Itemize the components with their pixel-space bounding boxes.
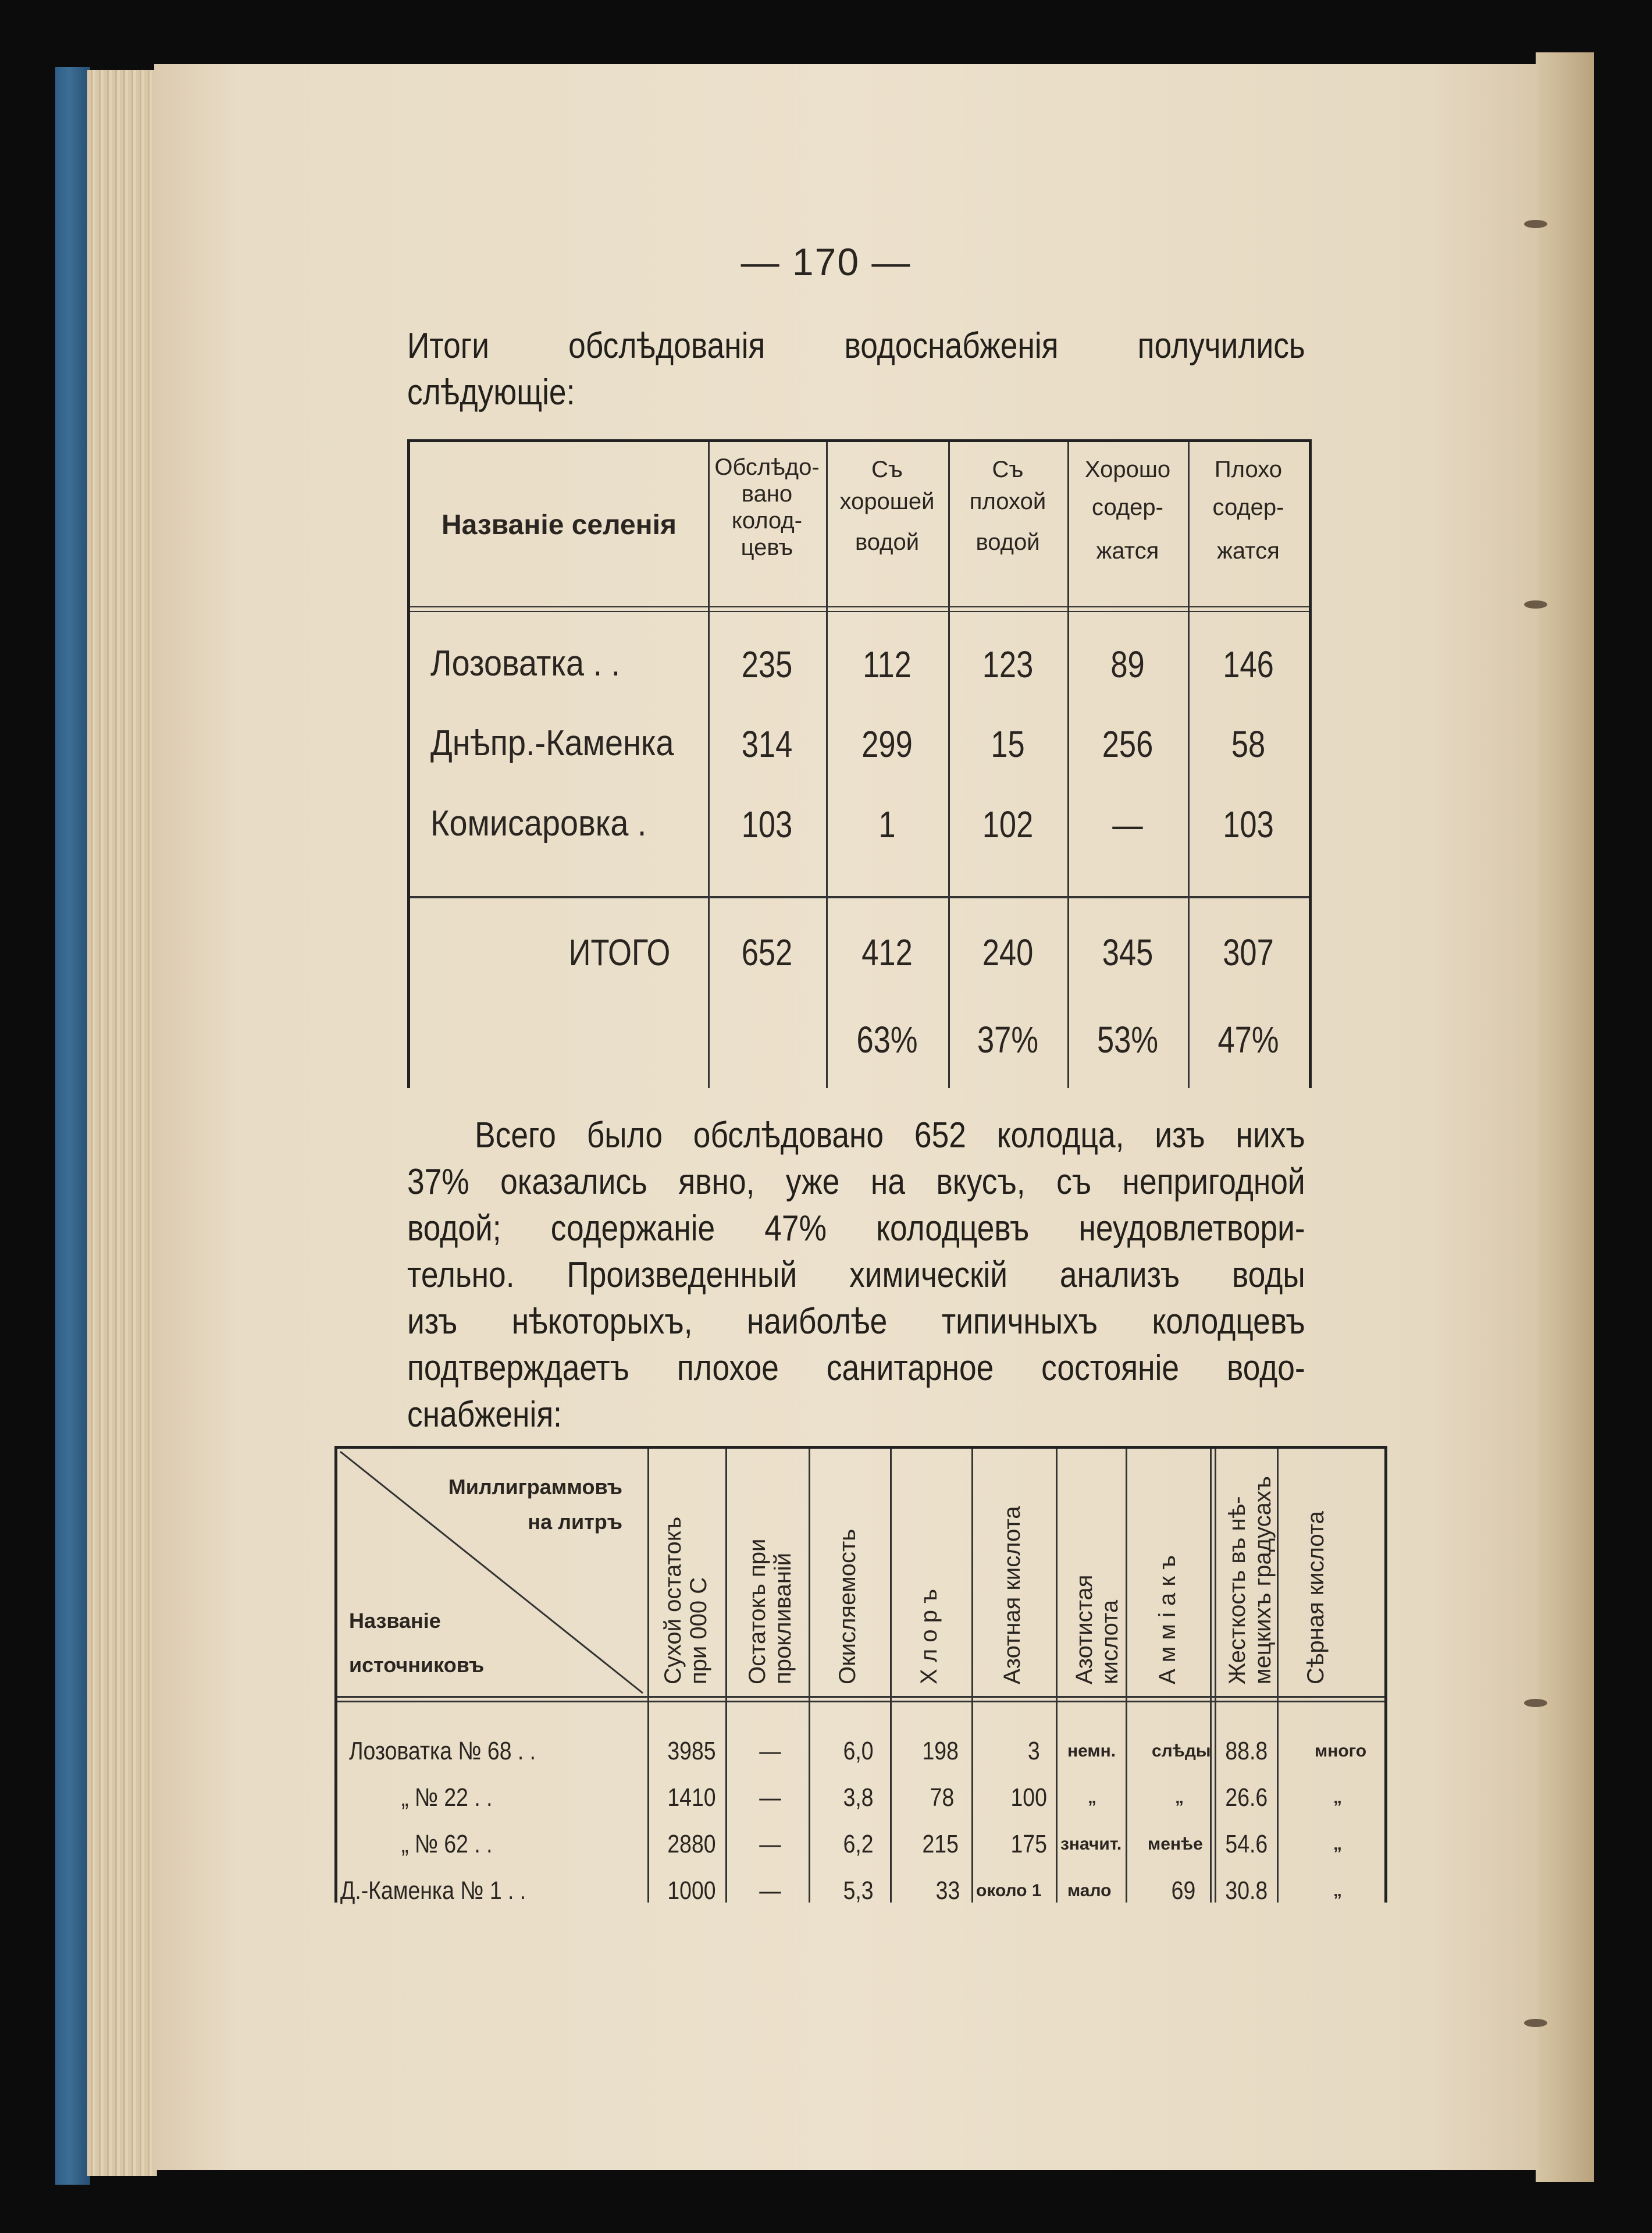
header-sulfuric-acid: Сѣрная кислота (1303, 1511, 1329, 1684)
header-ignition-residue: Остатокъ при прокливаній (745, 1538, 796, 1684)
ornament-mark (1524, 600, 1547, 609)
corner-source-name: Названіе источниковъ (349, 1609, 485, 1677)
header-chlorine: Х л о р ъ (916, 1589, 942, 1684)
paragraph-line: тельно. Произведенный химическій анализъ воды (407, 1255, 1305, 1295)
header-nitrous-acid: Азотистая кислота (1071, 1574, 1123, 1684)
book-binding (55, 67, 90, 2185)
header-hardness: Жесткость въ нѣ- мецкихъ градусахъ (1224, 1476, 1276, 1684)
page-edges (87, 70, 157, 2176)
water-analysis-table: Миллиграммовъ на литръ Названіе источниковъ Сухой остатокъ при 000 С Остатокъ при прокливаній Окисляемость Х л о р ъ Азотная кислота Азотистая кислота А м м і а к ъ Жесткость въ нѣ- мецкихъ градусахъ Сѣрная кислота Лозоватка № 68 . . 3985 — 6,0 198 3 немн. слѣды 88.8 много „ № 22 . . 1410 — 3,8 78 100 „ „ 26.6 „ „ № 62 . . 2880 — 6,2 215 175 значит. менѣе 54.6 „ Д.-Каменка № 1 . . 1000 — 5,3 33 около 1 мало 69 30.8 „ (334, 1446, 1387, 1903)
paragraph-line: Всего было обслѣдовано 652 колодца, изъ нихъ (475, 1115, 1305, 1155)
intro-line: Итоги обслѣдованія водоснабженія получились (407, 326, 1305, 366)
corner-units: Миллиграммовъ на литръ (448, 1475, 622, 1534)
paragraph-line: 37% оказались явно, уже на вкусъ, съ непригодной (407, 1162, 1305, 1202)
header-ammonia: А м м і а к ъ (1155, 1555, 1180, 1684)
header-oxidizability: Окисляемость (835, 1528, 860, 1684)
paragraph-line: изъ нѣкоторыхъ, наиболѣе типичныхъ колодцевъ (407, 1302, 1305, 1342)
page-number: — 170 — (740, 240, 912, 283)
header-nitric-acid: Азотная кислота (999, 1506, 1025, 1684)
header-poorly-kept: Плохо содер- жатся (1212, 457, 1284, 564)
header-good-water: Съ хорошей водой (839, 457, 935, 555)
header-bad-water: Съ плохой водой (969, 457, 1046, 555)
header-dry-residue: Сухой остатокъ при 000 С (660, 1516, 711, 1684)
facing-page-edge (1536, 52, 1594, 2182)
ornament-mark (1524, 2019, 1547, 2027)
intro-line: слѣдующіе: (407, 372, 575, 413)
header-examined: Обслѣдо- вано колод- цевъ (714, 454, 820, 560)
wells-summary-table: Названіе селенія Обслѣдо- вано колод- цевъ Съ хорошей водой Съ плохой водой Хорошо содер- жатся Плохо содер- жатся Лозоватка . . 235 112 123 89 146 Днѣпр.-Каменка 314 299 15 256 58 Комисаровка . 103 1 102 — 103 ИТОГО 652 412 240 345 307 63% 37% 53% 47% (407, 439, 1312, 1088)
paragraph-line: водой; содержаніе 47% колодцевъ неудовлетвори- (407, 1208, 1305, 1249)
header-village-name: Названіе селенія (441, 510, 677, 541)
intro-text (407, 323, 1305, 416)
body-paragraph (407, 1112, 1305, 1438)
ornament-mark (1524, 1699, 1547, 1707)
header-well-kept: Хорошо содер- жатся (1084, 457, 1171, 564)
ornament-mark (1524, 220, 1547, 228)
paragraph-line: снабженія: (407, 1395, 562, 1435)
paragraph-line: подтверждаетъ плохое санитарное состояніе водо- (407, 1348, 1305, 1388)
total-label: ИТОГО (568, 931, 671, 973)
